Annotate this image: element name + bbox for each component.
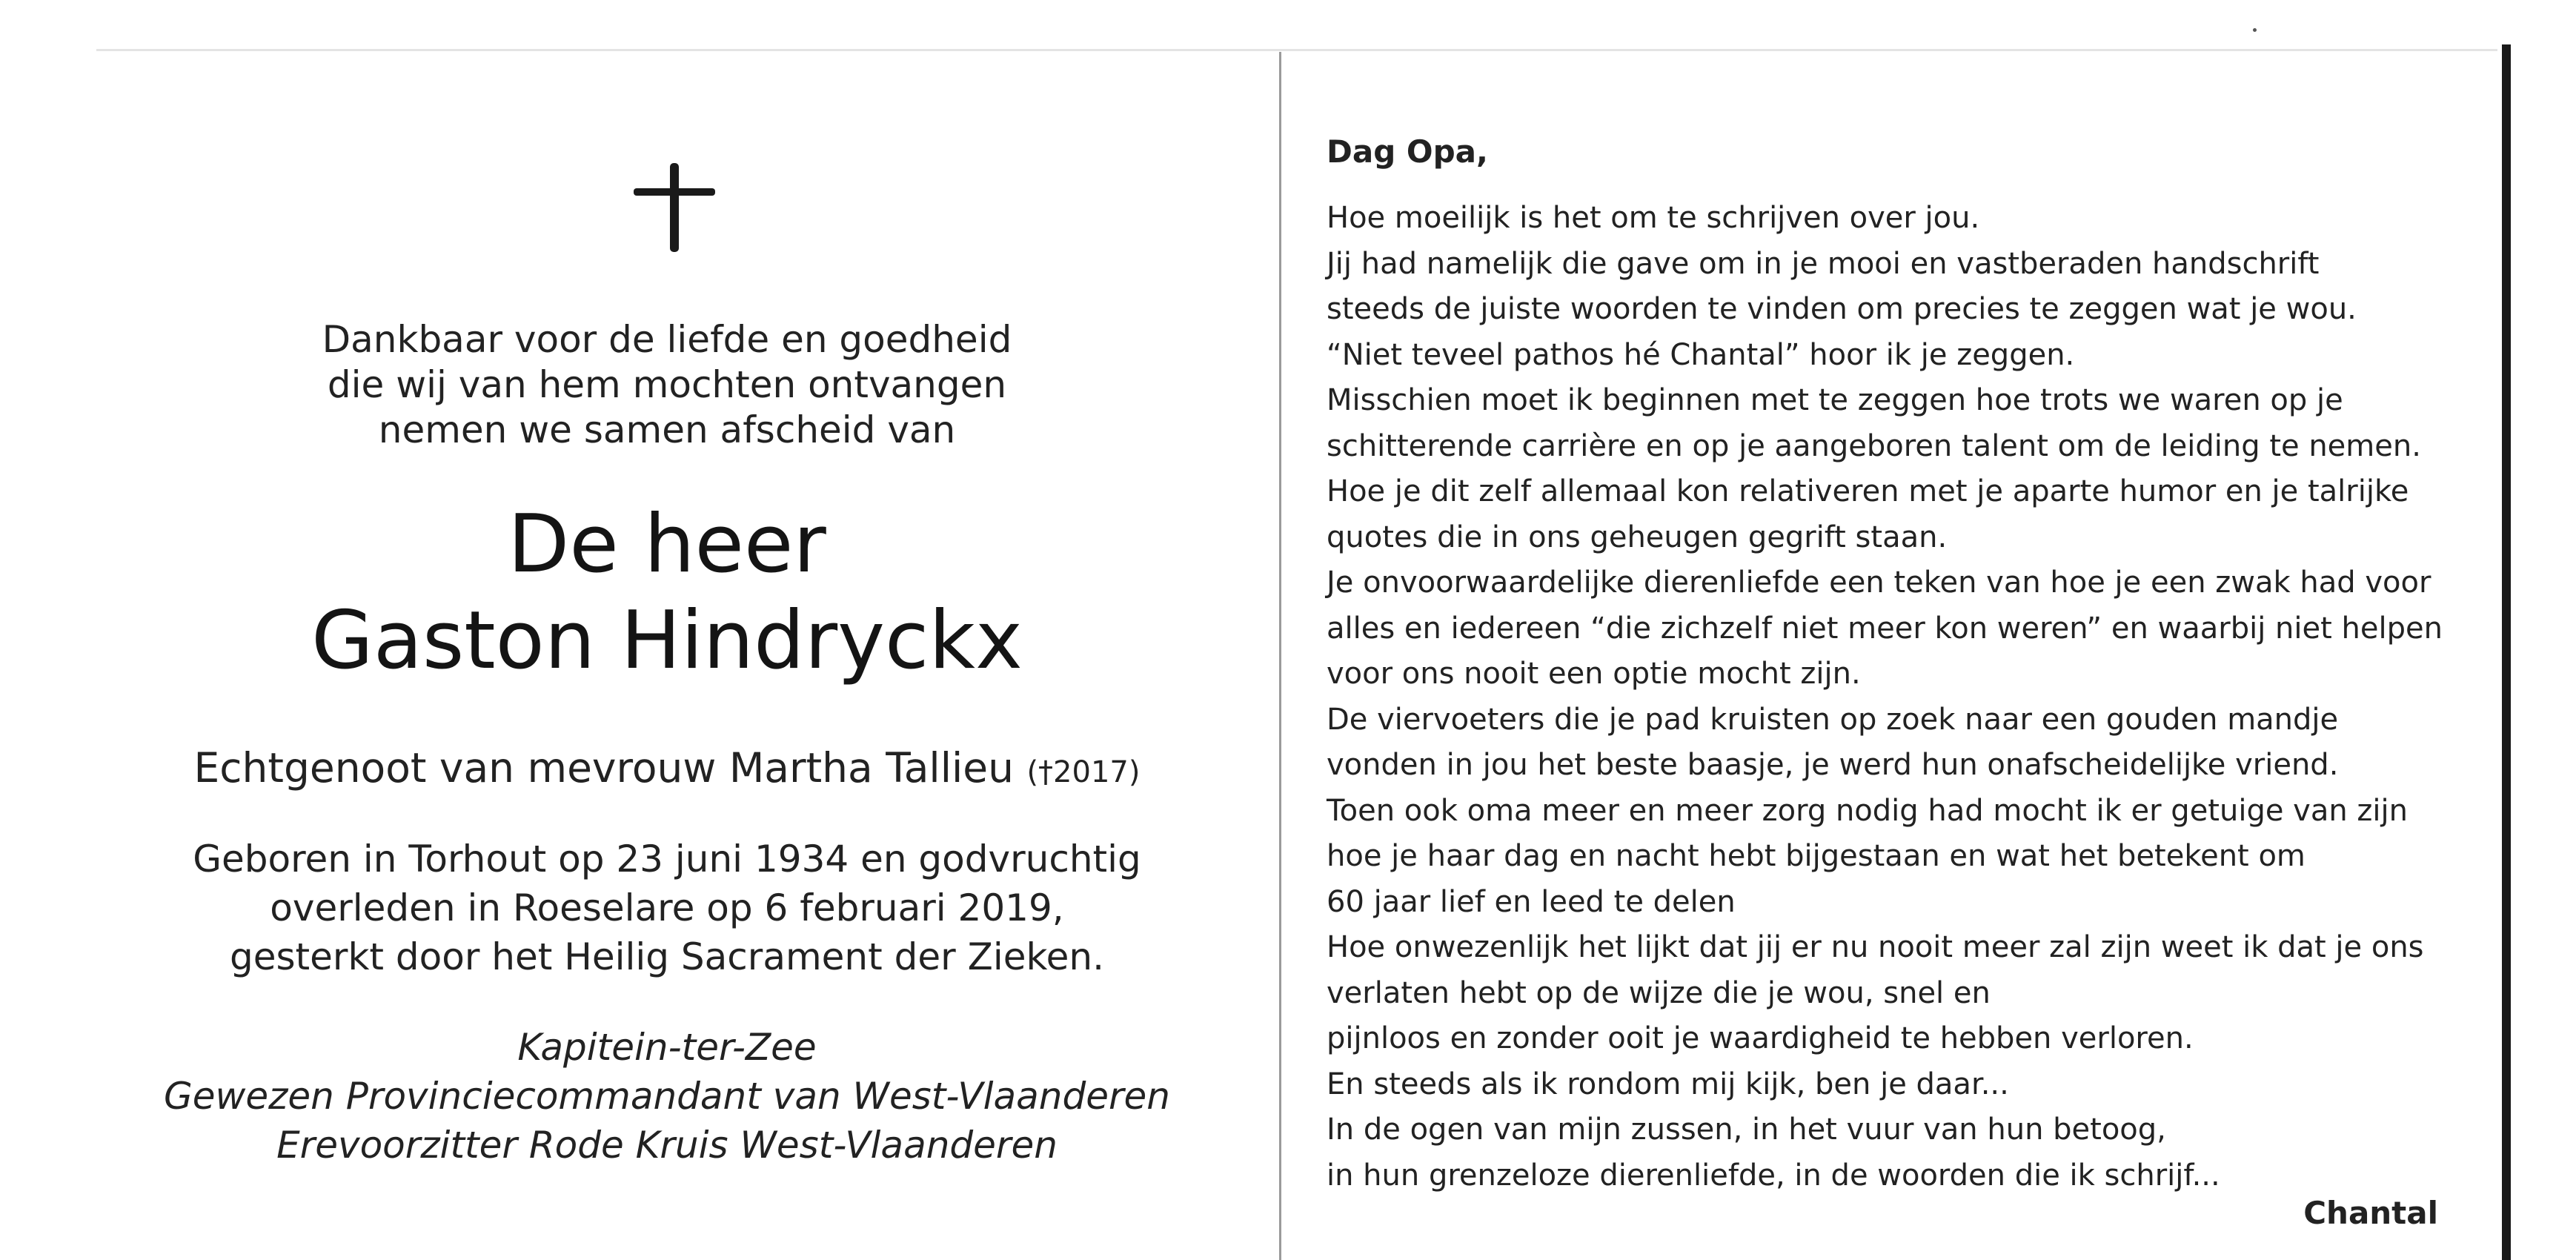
letter-line: vonden in jou het beste baasje, je werd hun onafscheidelijke vriend. bbox=[1327, 748, 2339, 782]
right-panel bbox=[1327, 0, 2483, 1260]
life-line: overleden in Roeselare op 6 februari 2019, bbox=[270, 886, 1064, 929]
spouse-death-note: (†2017) bbox=[1026, 755, 1141, 789]
letter-line: quotes die in ons geheugen gegrift staan. bbox=[1327, 520, 1948, 554]
letter-line: steeds de juiste woorden te vinden om precies te zeggen wat je wou. bbox=[1327, 292, 2357, 326]
letter-line: Jij had namelijk die gave om in je mooi en vastberaden handschrift bbox=[1327, 246, 2320, 281]
deceased-name-block bbox=[82, 497, 1252, 689]
letter-line: “Niet teveel pathos hé Chantal” hoor ik je zeggen. bbox=[1327, 337, 2075, 372]
letter-line: In de ogen van mijn zussen, in het vuur van hun betoog, bbox=[1327, 1113, 2166, 1147]
title-line: Kapitein-ter-Zee bbox=[517, 1026, 817, 1069]
honorary-titles bbox=[82, 1023, 1252, 1170]
spouse-text: Echtgenoot van mevrouw Martha Tallieu bbox=[193, 744, 1014, 792]
intro-line: die wij van hem mochten ontvangen bbox=[327, 363, 1007, 406]
letter-line: Je onvoorwaardelijke dierenliefde een teken van hoe je een zwak had voor bbox=[1327, 566, 2431, 600]
intro-text bbox=[82, 317, 1252, 453]
letter-line: Hoe onwezenlijk het lijkt dat jij er nu nooit meer zal zijn weet ik dat je ons bbox=[1327, 930, 2424, 964]
letter-line: verlaten hebt op de wijze die je wou, snel en bbox=[1327, 975, 1991, 1010]
letter-line: schitterende carrière en op je aangeboren talent om de leiding te nemen. bbox=[1327, 428, 2421, 463]
cross-icon bbox=[634, 163, 715, 252]
left-panel bbox=[82, 0, 1252, 1260]
life-line: Geboren in Torhout op 23 juni 1934 en godvruchtig bbox=[193, 838, 1141, 881]
letter-line: 60 jaar lief en leed te delen bbox=[1327, 884, 1736, 919]
letter-line: De viervoeters die je pad kruisten op zoek naar een gouden mandje bbox=[1327, 702, 2339, 737]
letter-line: hoe je haar dag en nacht hebt bijgestaan en wat het betekent om bbox=[1327, 839, 2306, 873]
intro-line: Dankbaar voor de liefde en goedheid bbox=[322, 318, 1012, 361]
letter-line: En steeds als ik rondom mij kijk, ben je daar... bbox=[1327, 1067, 2009, 1101]
honorific: De heer bbox=[508, 498, 826, 591]
title-line: Gewezen Provinciecommandant van West-Vlaanderen bbox=[163, 1075, 1170, 1118]
spouse-line bbox=[82, 743, 1252, 797]
letter-line: Hoe moeilijk is het om te schrijven over jou. bbox=[1327, 201, 1980, 235]
fold-line bbox=[1279, 52, 1281, 1260]
deceased-name: Gaston Hindryckx bbox=[311, 594, 1023, 687]
letter-signature: Chantal bbox=[2303, 1195, 2438, 1231]
letter-body bbox=[1327, 196, 2468, 1198]
letter-greeting: Dag Opa, bbox=[1327, 133, 1488, 170]
letter-line: Toen ook oma meer en meer zorg nodig had mocht ik er getuige van zijn bbox=[1327, 793, 2408, 828]
title-line: Erevoorzitter Rode Kruis West-Vlaanderen bbox=[276, 1124, 1058, 1167]
letter-line: Hoe je dit zelf allemaal kon relativeren met je aparte humor en je talrijke bbox=[1327, 474, 2409, 508]
life-details bbox=[82, 835, 1252, 981]
letter-line: alles en iedereen “die zichzelf niet meer kon weren” en waarbij niet helpen bbox=[1327, 611, 2443, 646]
intro-line: nemen we samen afscheid van bbox=[378, 408, 956, 451]
scan-edge-shadow bbox=[2502, 44, 2511, 1260]
letter-line: in hun grenzeloze dierenliefde, in de woorden die ik schrijf... bbox=[1327, 1158, 2220, 1193]
letter-line: Misschien moet ik beginnen met te zeggen hoe trots we waren op je bbox=[1327, 383, 2343, 417]
letter-line: voor ons nooit een optie mocht zijn. bbox=[1327, 657, 1861, 691]
letter-line: pijnloos en zonder ooit je waardigheid te hebben verloren. bbox=[1327, 1021, 2194, 1055]
life-line: gesterkt door het Heilig Sacrament der Zieken. bbox=[229, 935, 1104, 978]
